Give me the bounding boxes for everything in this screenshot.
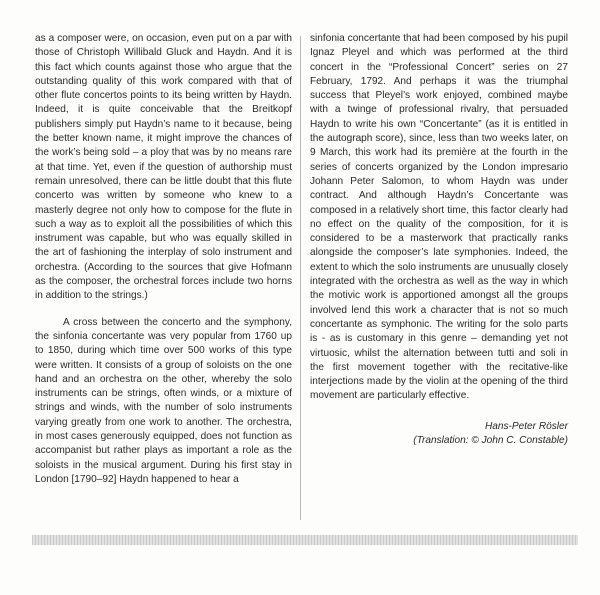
right-column — [310, 32, 568, 448]
bottom-decorative-band — [32, 535, 578, 545]
translation-credit: (Translation: © John C. Constable) — [413, 435, 568, 447]
left-paragraph-2: A cross between the concerto and the symphony, the sinfonia concertante was very popular from 1760 up to 1850, during which time over 500 works of this type were written. It consists of a group of soloists on the one hand and an orchestra on the other, whereby the solo instruments can be strings, often winds, or a mixture of strings and winds, with the number of solo instruments varying greatly from one work to another. The orchestra, in most cases generously equipped, does not function as accompanist but rather plays as important a role as the soloists in the musical argument. During his first stay in London [1790–92] Haydn happened to hear a — [35, 316, 292, 485]
author-signature: Hans-Peter Rösler — [484, 420, 568, 432]
right-paragraph-1: sinfonia concertante that had been composed by his pupil Ignaz Pleyel and which was performed at the third concert in the “Professional Concert” series on 27 February, 1792. And perhaps it was the triumphal success that Pleyel’s work enjoyed, combined maybe with a twinge of professional rivalry, that persuaded Haydn to write his own “Concertante” (as it is entitled in the autograph score), since, less than two weeks later, on 9 March, this work had its première at the fourth in the series of concerts organized by the London impresario Johann Peter Salomon, to whom Haydn was under contract. And although Haydn’s Concertante was composed in a relatively short time, this factor clearly had no effect on the quality of the composition, for it is considered to be a masterwork that practically ranks alongside the composer’s late symphonies. Indeed, the extent to which the solo instruments are unusually closely integrated with the orchestra as well as the way in which the motivic work is apportioned amongst all the groups involved lend this work a character that is not so much concertante as symphonic. The writing for the solo parts is - as is customary in this genre – demanding yet not virtuosic, whilst the alternation between tutti and soli in the first movement together with the recitative-like interjections made by the violin at the opening of the third movement are particularly effective. — [310, 33, 568, 402]
left-paragraph-1: as a composer were, on occasion, even put on a par with those of Christoph Willibald Gluck and Haydn. And it is this fact which counts against those who argue that the outstanding quality of this work compared with that of other flute concertos points to its being written by Haydn. Indeed, it is quite conceivable that the Breitkopf publishers simply put Haydn’s name to it because, being the better known name, it might improve the chances of the work’s being sold – a ploy that was by no means rare at that time. Yet, even if the question of authorship must remain unresolved, there can be little doubt that this flute concerto was written by someone who knew to a masterly degree not only how to compose for the flute in such a way as to exploit all the possibilities of which this instrument was capable, but who was equally skilled in the art of fashioning the interplay of solo instrument and orchestra. (According to the sources that give Hofmann as the composer, the orchestral forces include two horns in addition to the strings.) — [35, 33, 292, 302]
left-column — [35, 32, 292, 487]
column-divider — [300, 36, 301, 520]
